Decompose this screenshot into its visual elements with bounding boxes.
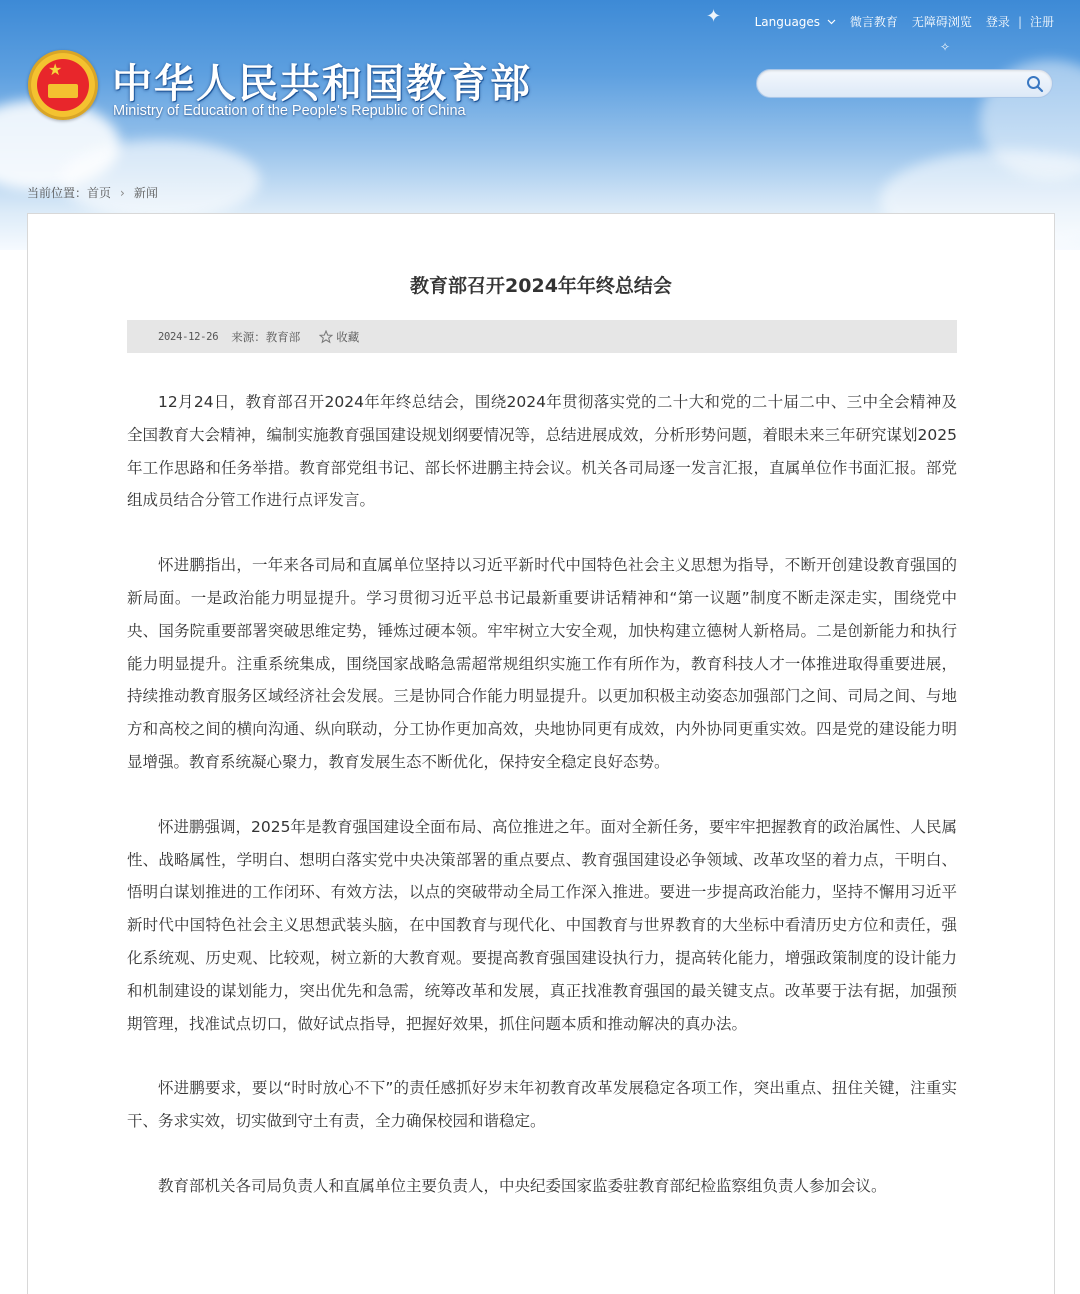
search-box (756, 69, 1053, 98)
site-subtitle: Ministry of Education of the People's Republic of China (113, 103, 466, 119)
login-link[interactable]: 登录 (985, 15, 1010, 29)
favorite-label: 收藏 (336, 329, 360, 344)
article-meta-bar (127, 320, 957, 353)
chevron-down-icon (827, 19, 836, 25)
article-title: 教育部召开2024年年终总结会 (410, 275, 672, 297)
accessible-browsing-link[interactable]: 无障碍浏览 (911, 15, 972, 29)
article-paragraph: 怀进鹏要求，要以“时时放心不下”的责任感抓好岁末年初教育改革发展稳定各项工作，突出重点、扭住关键，注重实干、务求实效，切实做到守土有责，全力确保校园和谐稳定。 (127, 1079, 957, 1131)
source-label: 来源： (231, 329, 266, 344)
favorite-button[interactable] (319, 329, 359, 345)
article-body (127, 386, 957, 1235)
star-icon (319, 330, 333, 344)
breadcrumb-home-link[interactable]: 首页 (87, 186, 112, 200)
article-paragraph: 12月24日，教育部召开2024年年终总结会，围绕2024年贯彻落实党的二十大和党的二十届二中、三中全会精神及全国教育大会精神，编制实施教育强国建设规划纲要情况等，总结进展成效，分析形势问题，着眼未来三年研究谋划2025年工作思路和任务举措。教育部党组书记、部长怀进鹏主持会议。机关各司局逐一发言汇报，直属单位作书面汇报。部党组成员结合分管工作进行点评发言。 (127, 393, 957, 510)
article-paragraph: 怀进鹏指出，一年来各司局和直属单位坚持以习近平新时代中国特色社会主义思想为指导，不断开创建设教育强国的新局面。一是政治能力明显提升。学习贯彻习近平总书记最新重要讲话精神和“第一议题”制度不断走深走实，围绕党中央、国务院重要部署突破思维定势，锤炼过硬本领。牢牢树立大安全观，加快构建立德树人新格局。二是创新能力和执行能力明显提升。注重系统集成，围绕国家战略急需超常规组织实施工作有所作为，教育科技人才一体推进取得重要进展，持续推动教育服务区域经济社会发展。三是协同合作能力明显提升。以更加积极主动姿态加强部门之间、司局之间、与地方和高校之间的横向沟通、纵向联动，分工协作更加高效，央地协同更有成效，内外协同更重实效。四是党的建设能力明显增强。教育系统凝心聚力，教育发展生态不断优化，保持安全稳定良好态势。 (127, 556, 957, 771)
languages-label: Languages (754, 14, 821, 29)
national-emblem-logo: ★ (28, 50, 98, 120)
article-date: 2024-12-26 (158, 330, 219, 343)
sparkle-decoration: ✧ (940, 40, 951, 54)
breadcrumb-label: 当前位置： (27, 186, 88, 200)
search-input[interactable] (769, 74, 1019, 94)
weibo-link[interactable]: 微言教育 (849, 15, 898, 29)
breadcrumb (27, 184, 158, 201)
nav-separator: | (1017, 14, 1022, 29)
site-title: 中华人民共和国教育部 (112, 61, 532, 107)
source-value: 教育部 (265, 329, 301, 344)
sparkle-decoration: ✦ (706, 6, 722, 27)
top-navigation (741, 13, 1054, 30)
languages-dropdown[interactable] (755, 15, 836, 29)
search-icon[interactable] (1026, 75, 1044, 93)
article-paragraph: 教育部机关各司局负责人和直属单位主要负责人，中央纪委国家监委驻教育部纪检监察组负责人参加会议。 (158, 1176, 887, 1195)
breadcrumb-current-link[interactable]: 新闻 (133, 186, 158, 200)
register-link[interactable]: 注册 (1029, 15, 1054, 29)
article-paragraph: 怀进鹏强调，2025年是教育强国建设全面布局、高位推进之年。面对全新任务，要牢牢把握教育的政治属性、人民属性、战略属性，学明白、想明白落实党中央决策部署的重点要点、教育强国建设必争领域、改革攻坚的着力点，干明白、悟明白谋划推进的工作闭环、有效方法，以点的突破带动全局工作深入推进。要进一步提高政治能力，坚持不懈用习近平新时代中国特色社会主义思想武装头脑，在中国教育与现代化、中国教育与世界教育的大坐标中看清历史方位和责任，强化系统观、历史观、比较观，树立新的大教育观。要提高教育强国建设执行力，提高转化能力，增强政策制度的设计能力和机制建设的谋划能力，突出优先和急需，统筹改革和发展，真正找准教育强国的最关键支点。改革要于法有据，加强预期管理，找准试点切口，做好试点指导，把握好效果，抓住问题本质和推动解决的真办法。 (127, 817, 957, 1033)
article-container (27, 213, 1055, 1294)
cloud-decoration (60, 140, 260, 220)
breadcrumb-arrow-icon: › (120, 186, 125, 200)
